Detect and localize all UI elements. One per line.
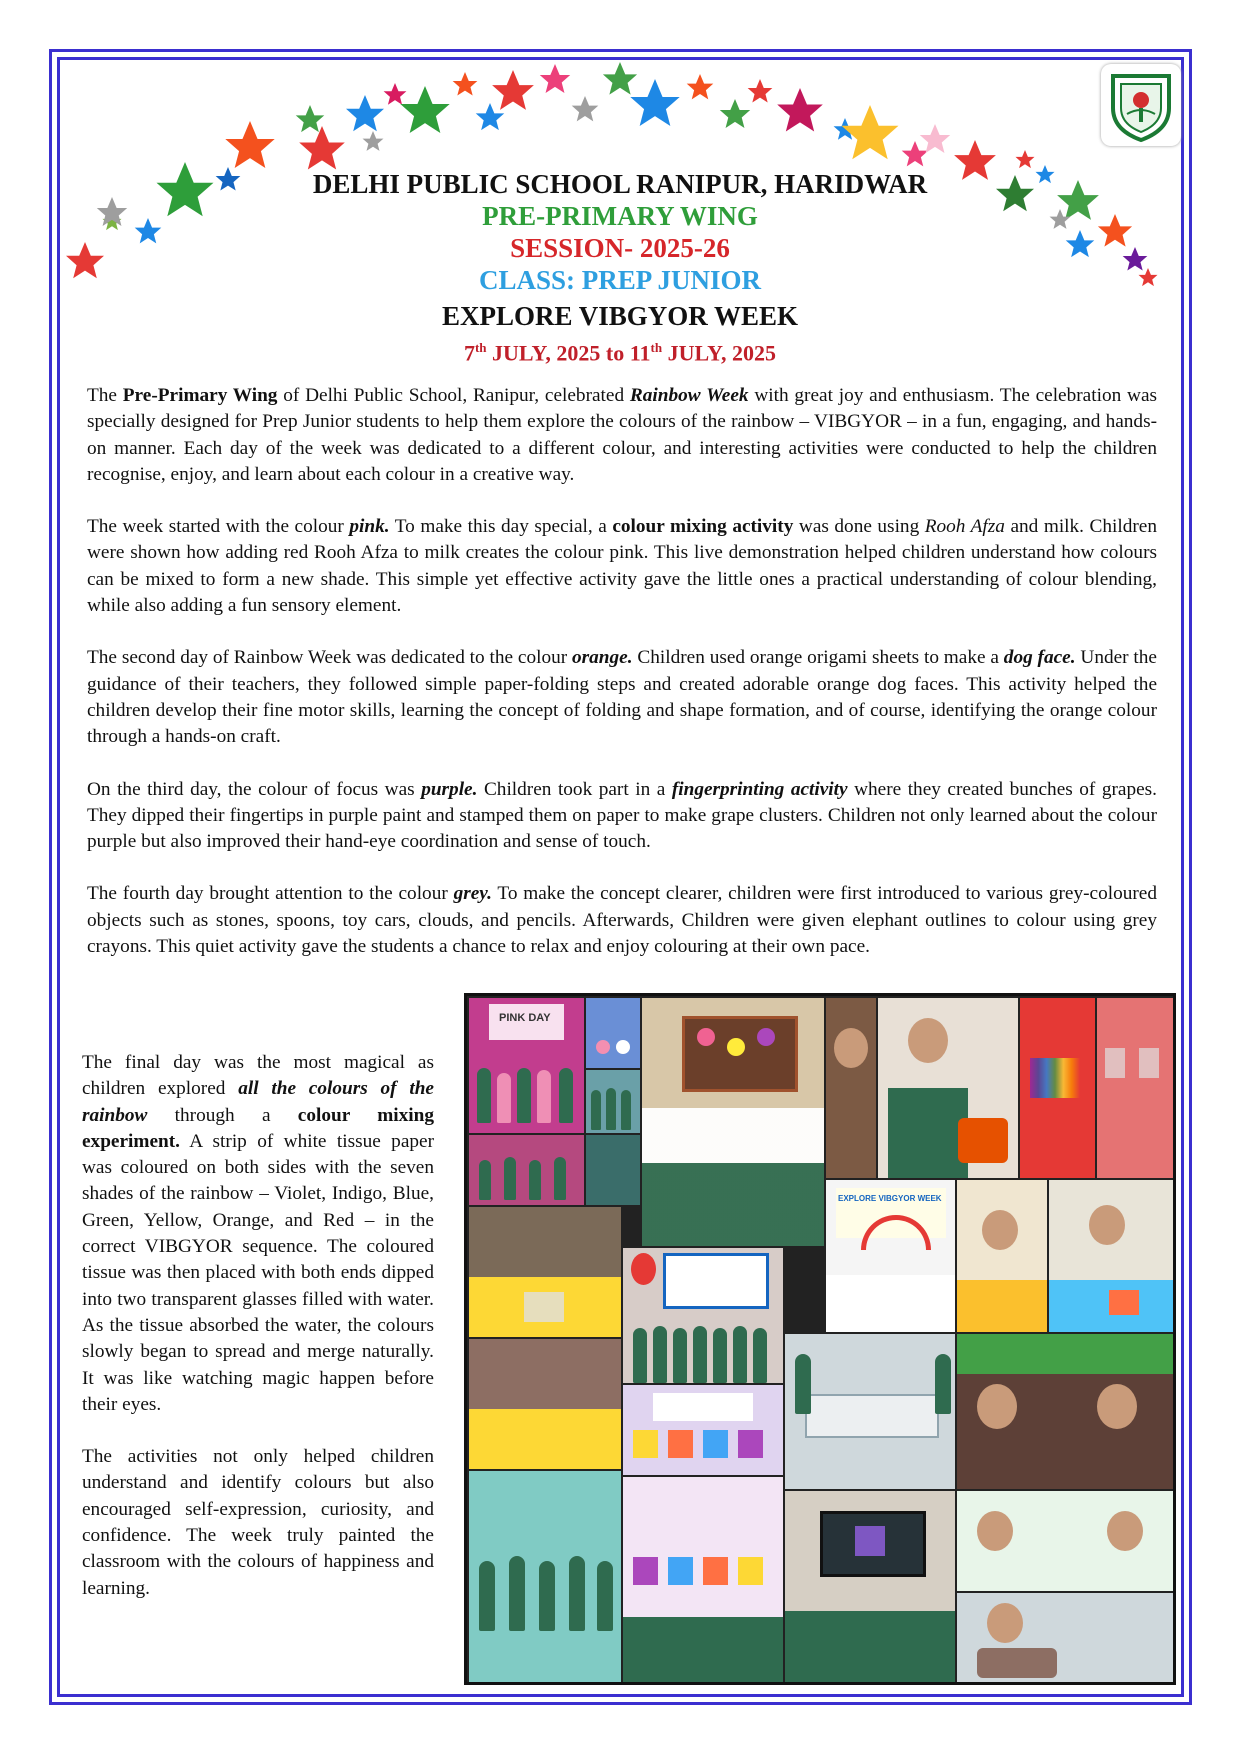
photo-colourful-papers: [623, 1477, 783, 1683]
article-body: [87, 383, 1157, 986]
photo-pink-day: PINK DAY: [469, 998, 584, 1133]
photo-kids-bubbles: [586, 1135, 640, 1205]
photo-class-group-pink: [642, 998, 824, 1246]
photo-orange-craft-kids: [1049, 1180, 1173, 1332]
photo-purple-display: [623, 1385, 783, 1475]
school-crest-icon: [1101, 64, 1181, 146]
paragraph-grey-day: The fourth day brought attention to the colour grey. To make the concept clearer, children were first introduced to various grey-coloured objects such as stones, spoons, toy cars, clouds, and pencils. Afterwards, Children were given elephant outlines to colour using grey crayons. This quiet activity gave the students a chance to relax and enjoy colouring at their own pace.: [87, 883, 1157, 958]
paragraph-orange-day: The second day of Rainbow Week was dedicated to the colour orange. Children used orange origami sheets to make a dog face. Under the guidance of their teachers, they followed simple paper-folding steps and created adorable orange dog faces. This activity helped the children develop their fine motor skills, learning the concept of folding and shape formation, and of course, identifying the orange colour through a hands-on craft.: [87, 647, 1157, 748]
photo-collage: [464, 993, 1176, 1685]
photo-kids-row: [586, 1070, 640, 1133]
photo-glasses-table: [1097, 998, 1173, 1178]
photo-orange-craft-boy: [957, 1180, 1047, 1332]
event-dates: 7th JULY, 2025 to 11th JULY, 2025: [463, 340, 777, 366]
paragraph-intro: The Pre-Primary Wing of Delhi Public School, Ranipur, celebrated Rainbow Week with great joy and enthusiasm. The celebration was specially designed for Prep Junior students to help them explore the colours of the rainbow – VIBGYOR – in a fun, engaging, and hands-on manner. Each day of the week was dedicated to a different colour, and interesting activities were conducted to help the children recognise, enjoy, and learn about each colour in a creative way.: [87, 385, 1157, 485]
photo-rainbow-glass: [1020, 998, 1095, 1178]
class-label: CLASS: PREP JUNIOR: [478, 265, 762, 295]
photo-vibgyor-banner: EXPLORE VIBGYOR WEEK: [826, 1180, 955, 1332]
school-name: DELHI PUBLIC SCHOOL RANIPUR, HARIDWAR: [312, 169, 928, 199]
wing-name: PRE-PRIMARY WING: [482, 201, 758, 231]
session-label: SESSION- 2025-26: [510, 233, 730, 263]
photo-origami-table: [957, 1334, 1173, 1489]
left-column-text: [82, 1050, 434, 1628]
paragraph-rainbow-day: The final day was the most magical as children explored all the colours of the rainbow through a colour mixing experiment. A strip of white tissue paper was coloured on both sides with the seven shades of the rainbow – Violet, Indigo, Blue, Green, Yellow, Orange, and Red – in the correct VIBGYOR sequence. The coloured tissue was then placed with both ends dipped into two transparent glasses filled with water. As the tissue absorbed the water, the colours slowly began to spread and merge naturally. It was like watching magic happen before their eyes.: [82, 1052, 434, 1415]
photo-pink-drink: [586, 998, 640, 1068]
photo-kids-table: [785, 1334, 955, 1489]
photo-rainbow-experiment: [469, 1207, 621, 1337]
photo-boy-portrait: [826, 998, 876, 1178]
page-header: [120, 168, 1120, 367]
photo-grey-objects: [623, 1248, 783, 1383]
paragraph-pink-day: The week started with the colour pink. To make this day special, a colour mixing activity was done using Rooh Afza and milk. Children were shown how adding red Rooh Afza to milk creates the colour pink. This live demonstration helped children understand how colours can be mixed to form a new shade. This simple yet effective activity gave the little ones a practical understanding of colour blending, while also adding a fun sensory element.: [87, 516, 1158, 617]
photo-rainbow-table: [469, 1339, 621, 1469]
school-logo: [1101, 64, 1181, 146]
event-title: EXPLORE VIBGYOR WEEK: [441, 301, 799, 331]
photo-grey-tv: [785, 1491, 955, 1683]
photo-pink-activity-2: [469, 1135, 584, 1205]
photo-girls-lunch: [957, 1491, 1173, 1591]
photo-boy-lunchbox: [957, 1593, 1173, 1683]
paragraph-conclusion: The activities not only helped children understand and identify colours but also encouraged self-expression, curiosity, and confidence. The week truly painted the classroom with the colours of happiness and learning.: [82, 1446, 434, 1599]
paragraph-purple-day: On the third day, the colour of focus was purple. Children took part in a fingerprinting activity where they created bunches of grapes. They dipped their fingertips in purple paint and stamped them on paper to make grape clusters. Children not only learned about the colour purple but also improved their hand-eye coordination and sense of touch.: [87, 778, 1157, 853]
photo-kids-group-bottom: [469, 1471, 621, 1683]
photo-lunch-boy: [878, 998, 1018, 1178]
